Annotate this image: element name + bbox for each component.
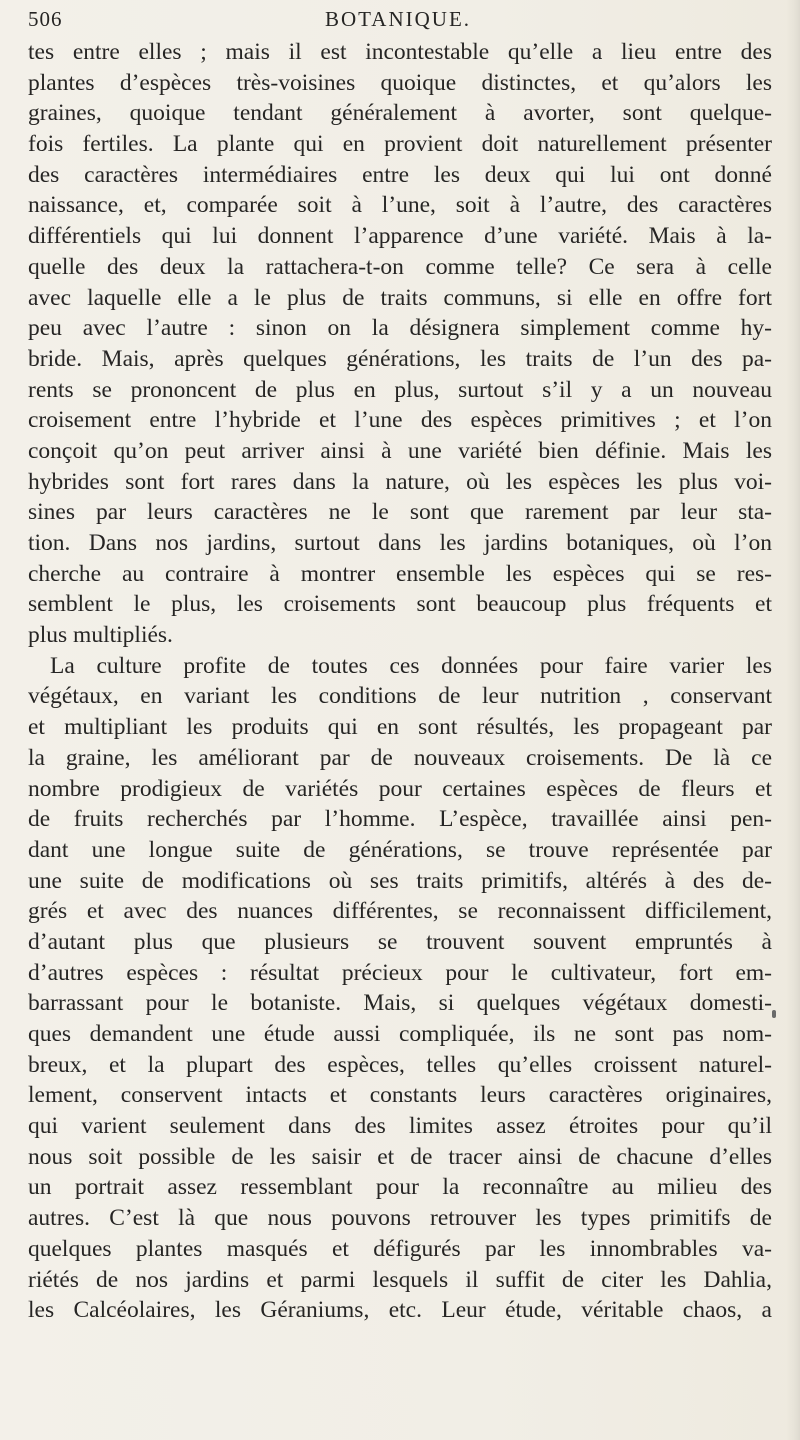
text-line: d’autres espèces : résultat précieux pour le cultivateur, fort em-	[28, 959, 772, 986]
body-text	[28, 37, 772, 1326]
text-line: sines par leurs caractères ne le sont que rarement par leur sta-	[28, 499, 772, 526]
page-number: 506	[28, 7, 63, 31]
text-line: naissance, et, comparée soit à l’une, soit à l’autre, des caractères	[28, 192, 772, 219]
page-header	[28, 5, 768, 35]
text-line: breux, et la plupart des espèces, telles qu’elles croissent naturel-	[28, 1051, 772, 1078]
text-line: nous soit possible de les saisir et de tracer ainsi de chacune d’elles	[28, 1143, 772, 1170]
text-line: autres. C’est là que nous pouvons retrouver les types primitifs de	[28, 1205, 772, 1232]
text-line-paragraph-start: La culture profite de toutes ces données pour faire varier les	[50, 652, 772, 679]
text-line: dant une longue suite de générations, se trouve représentée par	[28, 836, 772, 863]
text-line: cherche au contraire à montrer ensemble les espèces qui se res-	[28, 560, 772, 587]
text-line: et multipliant les produits qui en sont résultés, les propageant par	[28, 714, 772, 741]
text-line: riétés de nos jardins et parmi lesquels il suffit de citer les Dahlia,	[28, 1266, 772, 1293]
text-line: croisement entre l’hybride et l’une des espèces primitives ; et l’on	[28, 407, 772, 434]
text-line: fois fertiles. La plante qui en provient doit naturellement présenter	[28, 131, 772, 158]
text-line: barrassant pour le botaniste. Mais, si quelques végétaux domesti-	[28, 990, 772, 1017]
running-head: BOTANIQUE.	[324, 7, 472, 31]
text-line: lement, conservent intacts et constants leurs caractères originaires,	[28, 1082, 772, 1109]
text-line: conçoit qu’on peut arriver ainsi à une variété bien définie. Mais les	[28, 437, 772, 464]
text-line: un portrait assez ressemblant pour la reconnaître au milieu des	[28, 1174, 772, 1201]
text-line: quelques plantes masqués et défigurés par les innombrables va-	[28, 1235, 772, 1262]
text-line: des caractères intermédiaires entre les deux qui lui ont donné	[28, 161, 772, 188]
text-line: la graine, les améliorant par de nouveaux croisements. De là ce	[28, 744, 772, 771]
text-line-paragraph-end: plus multipliés.	[28, 622, 173, 649]
text-line: plantes d’espèces très-voisines quoique distinctes, et qu’alors les	[28, 69, 772, 96]
text-line: rents se prononcent de plus en plus, surtout s’il y a un nouveau	[28, 376, 772, 403]
text-line: végétaux, en variant les conditions de leur nutrition , conservant	[28, 683, 772, 710]
ink-speck	[772, 1010, 776, 1018]
text-line: différentiels qui lui donnent l’apparence d’une variété. Mais à la-	[28, 223, 772, 250]
text-line: bride. Mais, après quelques générations, les traits de l’un des pa-	[28, 345, 772, 372]
text-line: avec laquelle elle a le plus de traits communs, si elle en offre fort	[28, 284, 772, 311]
text-line: nombre prodigieux de variétés pour certaines espèces de fleurs et	[28, 775, 772, 802]
text-line: ques demandent une étude aussi compliquée, ils ne sont pas nom-	[28, 1021, 772, 1047]
text-line: graines, quoique tendant généralement à avorter, sont quelque-	[28, 100, 772, 127]
text-line: une suite de modifications où ses traits primitifs, altérés à des de-	[28, 867, 772, 894]
text-line: d’autant plus que plusieurs se trouvent souvent empruntés à	[28, 928, 772, 955]
page-edge-shadow	[786, 0, 800, 1440]
text-line: peu avec l’autre : sinon on la désignera simplement comme hy-	[28, 315, 772, 342]
text-line: quelle des deux la rattachera-t-on comme telle? Ce sera à celle	[28, 253, 772, 280]
text-line: de fruits recherchés par l’homme. L’espèce, travaillée ainsi pen-	[28, 806, 772, 833]
text-line: tion. Dans nos jardins, surtout dans les jardins botaniques, où l’on	[28, 530, 772, 556]
text-line: tes entre elles ; mais il est incontestable qu’elle a lieu entre des	[28, 39, 772, 65]
text-line: qui varient seulement dans des limites assez étroites pour qu’il	[28, 1113, 772, 1140]
text-line: les Calcéolaires, les Géraniums, etc. Leur étude, véritable chaos, a	[28, 1297, 772, 1324]
text-line: grés et avec des nuances différentes, se reconnaissent difficilement,	[28, 898, 772, 925]
text-line: hybrides sont fort rares dans la nature, où les espèces les plus voi-	[28, 468, 772, 495]
text-line: semblent le plus, les croisements sont beaucoup plus fréquents et	[28, 591, 772, 618]
